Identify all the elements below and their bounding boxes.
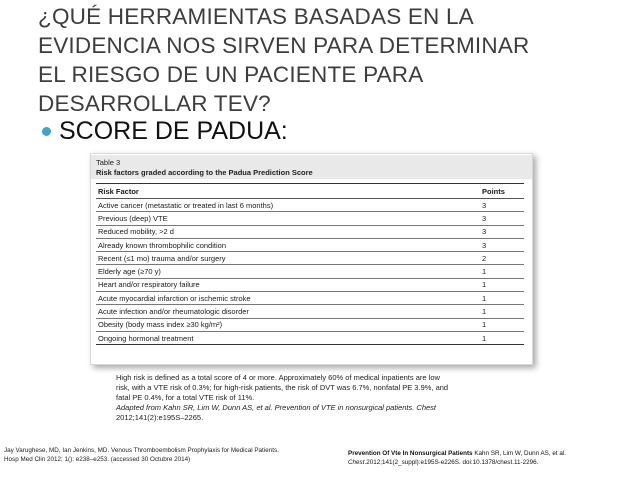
citation-right-details: .2012;141(2_suppl):e195S-e226S. doi:10.1378/chest.11-2296.: [364, 459, 539, 466]
risk-factor-cell: Acute myocardial infarction or ischemic stroke: [96, 292, 482, 305]
footnote-line-2: risk, with a VTE risk of 0.3%; for high-risk patients, the risk of DVT was 6.7%, nonfatal PE 3.9%, and: [116, 383, 449, 392]
footnote-line-4: Adapted from Kahn SR, Lim W, Dunn AS, et al. Prevention of VTE in nonsurgical patients. Chest: [116, 403, 437, 412]
risk-factor-cell: Heart and/or respiratory failure: [96, 278, 482, 291]
table-row: [96, 225, 524, 238]
risk-factor-cell: Previous (deep) VTE: [96, 212, 482, 225]
risk-factor-cell: Recent (≤1 mo) trauma and/or surgery: [96, 252, 482, 265]
bullet-text: SCORE DE PADUA:: [59, 117, 288, 145]
table-label: Table 3: [96, 158, 121, 167]
table-row: [96, 265, 524, 278]
points-cell: 1: [482, 278, 524, 291]
table-row: [96, 252, 524, 265]
title-line-2: EVIDENCIA NOS SIRVEN PARA DETERMINAR: [38, 33, 530, 58]
header-risk-factor: Risk Factor: [96, 184, 482, 199]
citation-right-authors: Kahn SR, Lim W, Dunn AS, et al.: [474, 450, 567, 457]
bullet-dot-icon: [42, 127, 51, 136]
table-row: [96, 278, 524, 291]
table-footnote: [116, 373, 526, 423]
risk-factor-cell: Ongoing hormonal treatment: [96, 331, 482, 344]
table-row: [96, 212, 524, 225]
points-cell: 3: [482, 225, 524, 238]
risk-factor-table: [96, 183, 524, 345]
footnote-line-1: High risk is defined as a total score of 4 or more. Approximately 60% of medical inpatients are low: [116, 373, 440, 382]
risk-factor-cell: Reduced mobility, >2 d: [96, 225, 482, 238]
points-cell: 3: [482, 199, 524, 212]
risk-factor-cell: Obesity (body mass index ≥30 kg/m²): [96, 318, 482, 331]
title-line-3: EL RIESGO DE UN PACIENTE PARA: [38, 62, 424, 87]
points-cell: 3: [482, 212, 524, 225]
points-cell: 1: [482, 265, 524, 278]
slide-title: [38, 2, 628, 118]
risk-factor-cell: Active cancer (metastatic or treated in last 6 months): [96, 199, 482, 212]
citation-left-line-1: Jay Varughese, MD, Ian Jenkins, MD. Venous Thromboembolism Prophylaxis for Medical Patients.: [4, 447, 279, 454]
points-cell: 2: [482, 252, 524, 265]
table-row: [96, 331, 524, 344]
points-cell: 3: [482, 238, 524, 251]
title-line-1: ¿QUÉ HERRAMIENTAS BASADAS EN LA: [38, 4, 474, 29]
points-cell: 1: [482, 292, 524, 305]
table-header-row: [96, 184, 524, 199]
table-row: [96, 305, 524, 318]
table-row: [96, 318, 524, 331]
citation-right-journal: Chest: [348, 459, 365, 466]
citation-left-line-2: Hosp Med Clin 2012; 1(): e238–e253. (accessed 30 Octubre 2014): [4, 456, 191, 463]
footnote-line-5: 2012;141(2):e195S–2265.: [116, 413, 204, 422]
table-caption: Risk factors graded according to the Padua Prediction Score: [96, 168, 313, 177]
title-line-4: DESARROLLAR TEV?: [38, 91, 271, 116]
header-points: Points: [482, 184, 524, 199]
table-row: [96, 292, 524, 305]
bullet-item: [42, 116, 288, 146]
risk-factor-cell: Acute infection and/or rheumatologic disorder: [96, 305, 482, 318]
citation-right-title: Prevention Of Vte In Nonsurgical Patients: [348, 450, 473, 457]
risk-factor-cell: Already known thrombophilic condition: [96, 238, 482, 251]
padua-table-image: [90, 153, 533, 365]
citation-right: [348, 449, 638, 467]
risk-factor-cell: Elderly age (≥70 y): [96, 265, 482, 278]
table-row: [96, 238, 524, 251]
points-cell: 1: [482, 331, 524, 344]
table-row: [96, 199, 524, 212]
points-cell: 1: [482, 305, 524, 318]
citation-left: [4, 446, 324, 464]
footnote-line-3: fatal PE 0.4%, for a total VTE risk of 11%.: [116, 393, 255, 402]
points-cell: 1: [482, 318, 524, 331]
